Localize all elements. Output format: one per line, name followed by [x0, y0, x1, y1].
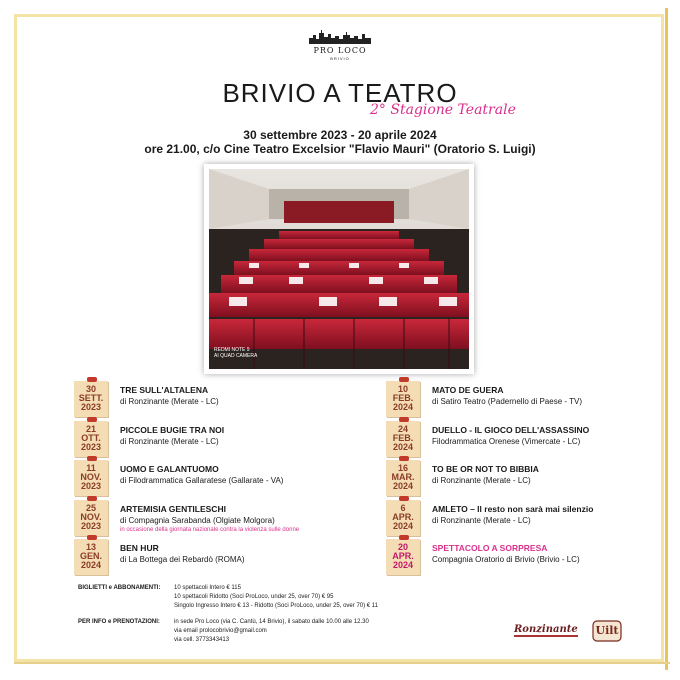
date-month: NOV. [80, 511, 102, 522]
date-month: OTT. [81, 432, 101, 443]
date-month: FEB. [392, 393, 414, 403]
event-item [74, 539, 354, 579]
camera-watermark-line1: REDMI NOTE 9 [214, 347, 250, 353]
tickets-line: 10 spettacoli Intero € 115 [174, 585, 241, 591]
date-badge [74, 381, 108, 417]
season-subtitle: 2° Stagione Teatrale [370, 102, 516, 118]
date-day: 16 [397, 463, 408, 473]
pin-icon [87, 456, 97, 461]
date-badge [386, 421, 420, 457]
contacts-label: PER INFO e PRENOTAZIONI: [78, 619, 160, 625]
event-title: AMLETO – Il resto non sarà mai silenzio [432, 503, 594, 514]
event-title: MATO DE GUERA [432, 385, 504, 395]
date-month: APR. [392, 551, 414, 561]
event-company: di Compagnia Sarabanda (Olgiate Molgora) [120, 515, 275, 525]
event-company: di Filodrammatica Gallaratese (Gallarate - VA) [120, 476, 284, 485]
event-company: di Satiro Teatro (Padernello di Paese - TV) [432, 397, 583, 406]
pin-icon [399, 535, 409, 540]
event-title: SPETTACOLO A SORPRESA [432, 543, 548, 553]
date-year: 2024 [392, 560, 414, 570]
page-title: BRIVIO A TEATRO [222, 78, 458, 108]
date-day: 6 [400, 502, 406, 513]
date-badge [74, 500, 108, 536]
theater-photo [204, 164, 474, 374]
event-title: UOMO E GALANTUOMO [120, 464, 219, 474]
date-badge [386, 539, 420, 575]
uilt-logo [592, 620, 622, 642]
camera-watermark [214, 347, 257, 359]
date-year: 2024 [392, 441, 414, 452]
date-year: 2024 [392, 520, 414, 531]
event-title: PICCOLE BUGIE TRA NOI [120, 424, 225, 435]
date-badge [386, 381, 420, 417]
pin-icon [87, 535, 97, 540]
event-item [386, 381, 666, 421]
date-badge [74, 421, 108, 457]
pin-icon [399, 456, 409, 461]
date-day: 11 [86, 463, 96, 473]
event-item [74, 421, 354, 461]
date-month: NOV. [80, 472, 102, 482]
date-month: APR. [392, 511, 414, 522]
event-title: TO BE OR NOT TO BIBBIA [432, 464, 539, 474]
tickets-label: BIGLIETTI e ABBONAMENTI: [78, 585, 161, 591]
date-year: 2023 [80, 441, 102, 452]
date-badge [74, 539, 108, 575]
date-badge [74, 460, 108, 496]
event-company: di Ronzinante (Merate - LC) [432, 476, 531, 485]
camera-watermark-line2: AI QUAD CAMERA [214, 353, 258, 359]
contacts-phone: via cell. 3773343413 [174, 637, 230, 643]
date-year: 2024 [80, 560, 102, 570]
date-year: 2024 [392, 402, 414, 412]
event-title: TRE SULL'ALTALENA [120, 385, 209, 395]
date-month: SETT. [78, 393, 104, 403]
date-year: 2024 [392, 481, 414, 491]
event-company: di Ronzinante (Merate - LC) [432, 515, 531, 525]
pro-loco-logo [300, 30, 380, 61]
date-badge [386, 460, 420, 496]
logo-text: PRO LOCO [313, 46, 367, 55]
date-badge [386, 500, 420, 536]
logo-subtext: BRIVIO [330, 56, 350, 61]
pin-icon [399, 377, 409, 382]
date-day: 24 [397, 423, 408, 434]
pin-icon [399, 417, 409, 422]
date-month: MAR. [391, 472, 415, 482]
event-item [386, 539, 666, 579]
pin-icon [87, 377, 97, 382]
date-month: FEB. [392, 432, 414, 443]
event-company: Compagnia Oratorio di Brivio (Brivio - LC) [432, 555, 580, 564]
tickets-line: 10 spettacoli Ridotto (Soci ProLoco, under 25, over 70) € 95 [174, 594, 334, 600]
contacts-lines [174, 618, 369, 645]
date-day: 30 [85, 384, 96, 394]
ronzinante-logo: Ronzinante [514, 624, 578, 635]
venue-info: ore 21.00, c/o Cine Teatro Excelsior "Flavio Mauri" (Oratorio S. Luigi) [144, 142, 536, 156]
date-day: 21 [85, 423, 96, 434]
date-month: GEN. [79, 551, 102, 561]
event-title: BEN HUR [120, 543, 159, 553]
event-title: ARTEMISIA GENTILESCHI [120, 503, 226, 514]
date-day: 25 [85, 502, 96, 513]
uilt-label: Uilt [595, 624, 619, 637]
event-company: di Ronzinante (Merate - LC) [120, 397, 219, 406]
skyline-icon [309, 30, 371, 44]
date-year: 2023 [80, 402, 102, 412]
contacts-line: in sede Pro Loco (via C. Cantù, 14 Brivio), il sabato dalle 10.00 alle 12.30 [174, 619, 369, 625]
season-dates: 30 settembre 2023 - 20 aprile 2024 [243, 128, 437, 142]
pin-icon [87, 496, 97, 501]
contacts-email: via email prolocobrivio@gmail.com [174, 628, 267, 634]
pin-icon [399, 496, 409, 501]
event-item [74, 500, 354, 540]
tickets-lines [174, 584, 378, 611]
date-day: 13 [85, 542, 96, 552]
event-item [386, 500, 666, 540]
event-item [74, 381, 354, 421]
date-day: 20 [397, 542, 408, 552]
event-note: in occasione della giornata nazionale contra la violenza sulle donne [120, 526, 300, 533]
event-item [386, 421, 666, 461]
tickets-line: Singolo Ingresso Intero € 13 - Ridotto (Soci ProLoco, under 25, over 70) € 11 [174, 603, 379, 609]
gold-border-bottom [14, 662, 670, 664]
date-day: 10 [397, 384, 408, 394]
event-item [386, 460, 666, 500]
theater-seats-image [209, 169, 469, 369]
event-company: Filodrammatica Orenese (Vimercate - LC) [432, 436, 581, 446]
date-year: 2023 [80, 520, 102, 531]
event-title: DUELLO - IL GIOCO DELL'ASSASSINO [432, 424, 590, 435]
event-company: di La Bottega dei Rebardò (ROMA) [120, 555, 245, 564]
event-company: di Ronzinante (Merate - LC) [120, 436, 219, 446]
event-item [74, 460, 354, 500]
date-year: 2023 [80, 481, 102, 491]
pin-icon [87, 417, 97, 422]
